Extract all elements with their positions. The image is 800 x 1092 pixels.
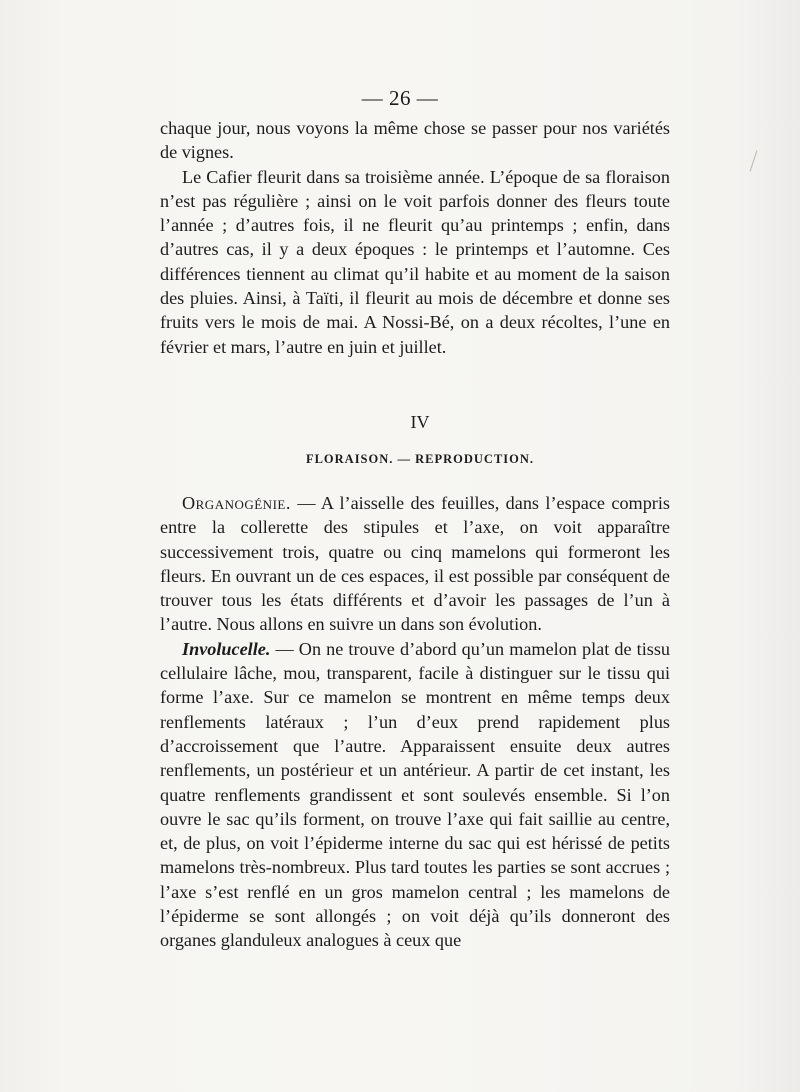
text-block-bottom: [160, 491, 670, 953]
paragraph-body-involucelle: — On ne trouve d’abord qu’un mamelon plat de tissu cellulaire lâche, mou, transparent, facile à distinguer sur le tissu qui forme l’axe. Sur ce mamelon se montrent en même temps deux renflements latéraux ; l’un d’eux prend rapidement plus d’accroissement que l’autre. Apparaissent ensuite deux autres renflements, un postérieur et un antérieur. A partir de cet instant, les quatre renflements grandissent et sont soulevés ensemble. Si l’on ouvre le sac qu’ils forment, on trouve l’axe qui fait saillie au centre, et, de plus, on voit l’épiderme interne du sac qui est hérissé de petits mamelons très-nombreux. Plus tard toutes les parties se sont accrues ; l’axe s’est renflé en un gros mamelon central ; les mamelons de l’épiderme se sont allongés ; on voit déjà qu’ils donneront des organes glanduleux analogues à ceux que: [160, 638, 670, 951]
paragraph-continuation: chaque jour, nous voyons la même chose se passer pour nos variétés de vignes.: [160, 118, 670, 163]
text-block-top: [160, 116, 670, 359]
paragraph-lead-involucelle: Involucelle.: [182, 638, 271, 659]
margin-pencil-mark: [750, 150, 758, 171]
paragraph-organogenie: [160, 491, 670, 637]
section-title: FLORAISON. — REPRODUCTION.: [305, 452, 535, 466]
paragraph-cafier-flowering: Le Cafier fleurit dans sa troisième année. L’époque de sa floraison n’est pas régulière ; ainsi on le voit parfois donner des fleurs toute l’année ; d’autres fois, il ne fleurit qu’au printemps ; enfin, dans d’autres cas, il y a deux époques : le printemps et l’automne. Ces différences tiennent au climat qu’il habite et au moment de la saison des pluies. Ainsi, à Taïti, il fleurit au mois de décembre et donne ses fruits vers le mois de mai. A Nossi-Bé, on a deux récoltes, l’une en février et mars, l’autre en juin et juillet.: [160, 166, 670, 357]
paragraph-involucelle: [160, 637, 670, 953]
paragraph-lead-organogenie: Organogénie.: [182, 493, 291, 513]
section-number: IV: [410, 412, 430, 432]
paragraph-body-organogenie: — A l’aisselle des feuilles, dans l’espace compris entre la collerette des stipules et l’axe, on voit apparaître successivement trois, quatre ou cinq mamelons qui formeront les fleurs. En ouvrant un de ces espaces, il est possible par conséquent de trouver tous les états différents et d’avoir les passages de l’un à l’autre. Nous allons en suivre un dans son évolution.: [160, 493, 670, 635]
page-number: — 26 —: [361, 86, 439, 110]
